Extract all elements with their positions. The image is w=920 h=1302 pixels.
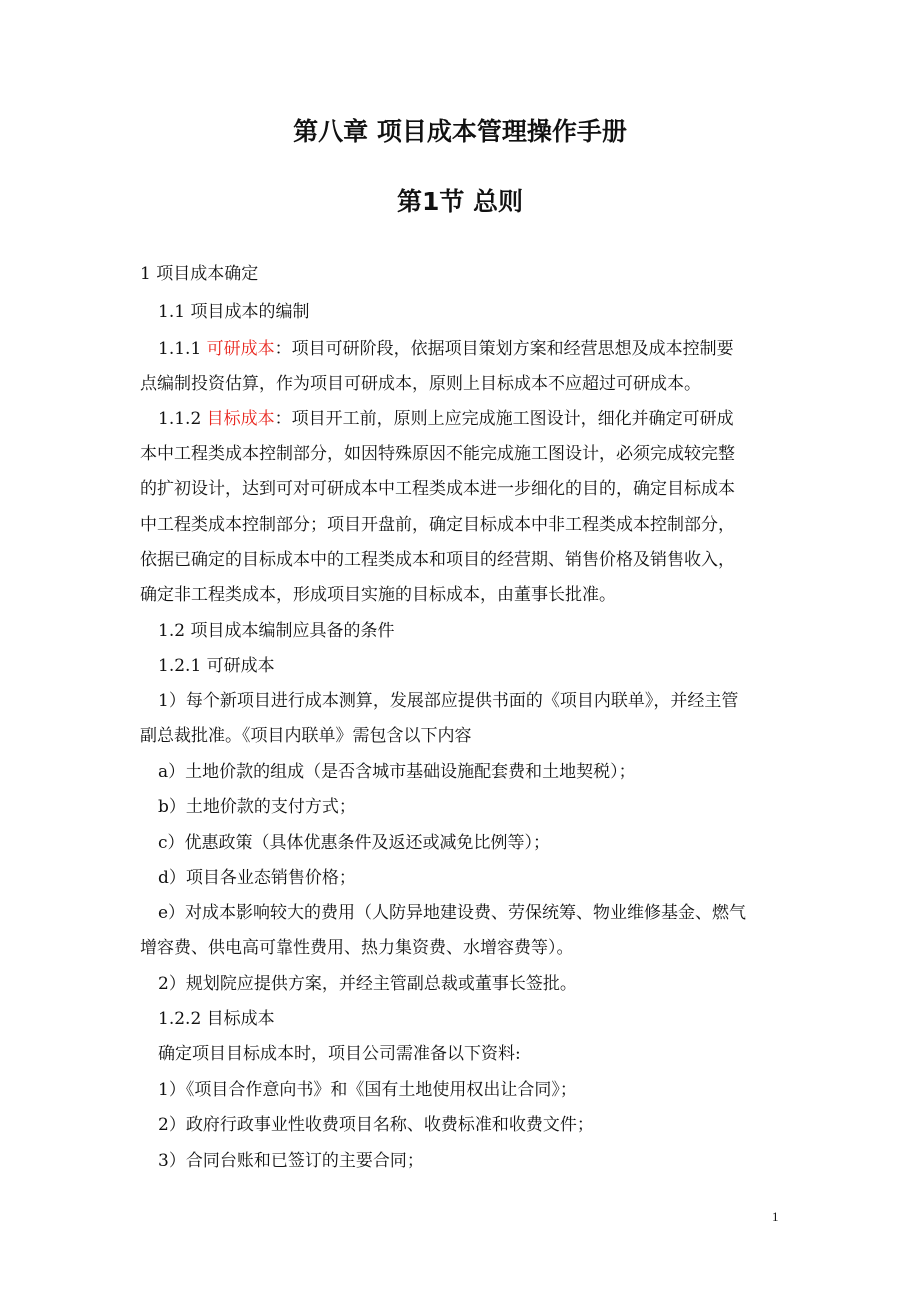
list-item: 3）合同台账和已签订的主要合同； — [158, 1151, 424, 1171]
list-item: a）土地价款的组成（是否含城市基础设施配套费和土地契税）； — [158, 762, 636, 782]
list-item: d）项目各业态销售价格； — [158, 868, 356, 888]
paragraph-1-1-1-line — [158, 338, 734, 360]
paragraph-line: 确定项目目标成本时，项目公司需准备以下资料: — [158, 1044, 521, 1064]
list-item: b）土地价款的支付方式； — [158, 797, 356, 817]
list-item: e）对成本影响较大的费用（人防异地建设费、劳保统筹、物业维修基金、燃气 — [158, 903, 747, 923]
list-item: 2）政府行政事业性收费项目名称、收费标准和收费文件； — [158, 1115, 594, 1135]
list-item: 1）《项目合作意向书》和《国有土地使用权出让合同》； — [158, 1080, 577, 1100]
heading-1: 1 项目成本确定 — [140, 264, 259, 284]
clause-text: ：项目可研阶段，依据项目策划方案和经营思想及成本控制要 — [274, 339, 734, 359]
term-target-cost: 目标成本 — [206, 409, 275, 429]
section-title: 第1节 总则 — [396, 187, 524, 216]
heading-1-1: 1.1 项目成本的编制 — [158, 302, 310, 322]
clause-text: ：项目开工前，原则上应完成施工图设计，细化并确定可研成 — [274, 409, 734, 429]
paragraph-1-1-2-line — [158, 408, 734, 430]
clause-number: 1.1.1 — [158, 339, 207, 359]
paragraph-line: 副总裁批准。《项目内联单》需包含以下内容 — [140, 726, 472, 746]
page-number: 1 — [772, 1209, 779, 1224]
heading-1-2-1: 1.2.1 可研成本 — [158, 656, 275, 676]
paragraph-line: 确定非工程类成本，形成项目实施的目标成本，由董事长批准。 — [140, 585, 616, 605]
list-item: 1）每个新项目进行成本测算，发展部应提供书面的《项目内联单》，并经主管 — [158, 691, 739, 711]
chapter-title: 第八章 项目成本管理操作手册 — [293, 117, 627, 146]
heading-1-2: 1.2 项目成本编制应具备的条件 — [158, 621, 395, 641]
list-item: c）优惠政策（具体优惠条件及返还或减免比例等）； — [158, 833, 551, 853]
paragraph-line: 点编制投资估算，作为项目可研成本，原则上目标成本不应超过可研成本。 — [140, 374, 701, 394]
clause-number: 1.1.2 — [158, 409, 207, 429]
list-item: 2）规划院应提供方案，并经主管副总裁或董事长签批。 — [158, 974, 577, 994]
term-feasibility-cost: 可研成本 — [206, 339, 275, 359]
paragraph-line: 本中工程类成本控制部分，如因特殊原因不能完成施工图设计，必须完成较完整 — [140, 444, 735, 464]
paragraph-line: 的扩初设计，达到可对可研成本中工程类成本进一步细化的目的，确定目标成本 — [140, 479, 735, 499]
paragraph-line: 依据已确定的目标成本中的工程类成本和项目的经营期、销售价格及销售收入， — [140, 550, 735, 570]
paragraph-line: 增容费、供电高可靠性费用、热力集资费、水增容费等）。 — [140, 938, 574, 958]
paragraph-line: 中工程类成本控制部分；项目开盘前，确定目标成本中非工程类成本控制部分， — [140, 515, 735, 535]
heading-1-2-2: 1.2.2 目标成本 — [158, 1009, 275, 1029]
